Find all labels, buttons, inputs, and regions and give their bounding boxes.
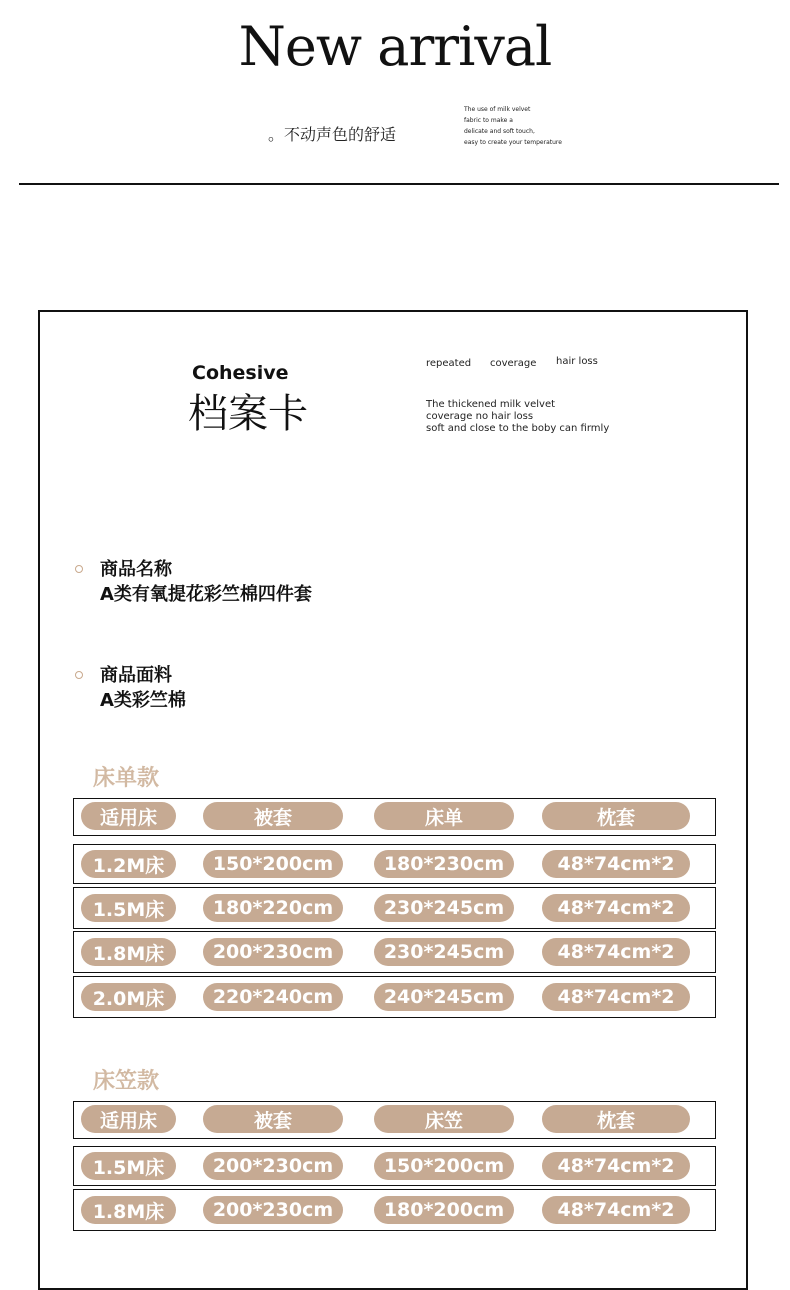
header-description-line: easy to create your temperature	[464, 139, 562, 146]
table-cell: 150*200cm	[374, 1152, 514, 1180]
table-cell: 2.0M床	[81, 983, 176, 1011]
product-name-value: A类有氧提花彩竺棉四件套	[100, 584, 312, 605]
sheet-section-heading: 床单款	[93, 766, 160, 791]
table-cell: 1.8M床	[81, 938, 176, 966]
header-cell: 被套	[203, 802, 343, 830]
table-cell: 200*230cm	[203, 1152, 343, 1180]
table-cell: 48*74cm*2	[542, 850, 690, 878]
fabric-label: 商品面料	[100, 665, 172, 686]
table-row	[73, 1189, 716, 1231]
keyword-hair-loss: hair loss	[556, 356, 598, 367]
header-cell: 床单	[374, 802, 514, 830]
table-cell: 200*230cm	[203, 1196, 343, 1224]
table-cell: 180*230cm	[374, 850, 514, 878]
header-description-line: fabric to make a	[464, 117, 513, 124]
table-row	[73, 976, 716, 1018]
table-cell: 150*200cm	[203, 850, 343, 878]
table-row	[73, 844, 716, 884]
header-description-line: The use of milk velvet	[464, 106, 531, 113]
card-intro-line: coverage no hair loss	[426, 411, 534, 422]
product-name-label: 商品名称	[100, 559, 172, 580]
header-description-line: delicate and soft touch,	[464, 128, 535, 135]
card-intro-line: The thickened milk velvet	[426, 399, 556, 410]
sheet-size-table	[73, 798, 716, 1018]
card-intro-line: soft and close to the boby can firmly	[426, 423, 610, 434]
table-cell: 48*74cm*2	[542, 894, 690, 922]
keyword-repeated: repeated	[426, 358, 472, 369]
bullet-icon	[75, 671, 83, 679]
card-intro	[426, 399, 609, 435]
keyword-coverage: coverage	[490, 358, 537, 369]
fitted-size-table	[73, 1101, 716, 1231]
table-cell: 230*245cm	[374, 938, 514, 966]
table-row	[73, 887, 716, 929]
page-title: New arrival	[238, 15, 552, 78]
table-cell: 240*245cm	[374, 983, 514, 1011]
header-description	[464, 104, 562, 148]
table-cell: 48*74cm*2	[542, 938, 690, 966]
header-divider	[19, 183, 779, 185]
header-cell: 被套	[203, 1105, 343, 1133]
table-header-row	[73, 798, 716, 836]
table-cell: 1.5M床	[81, 1152, 176, 1180]
table-cell: 1.5M床	[81, 894, 176, 922]
header-cell: 适用床	[81, 1105, 176, 1133]
header-cell: 床笠	[374, 1105, 514, 1133]
header-cell: 适用床	[81, 802, 176, 830]
tagline: 。不动声色的舒适	[268, 125, 397, 144]
table-cell: 220*240cm	[203, 983, 343, 1011]
table-row	[73, 1146, 716, 1186]
table-cell: 180*220cm	[203, 894, 343, 922]
header-cell: 枕套	[542, 802, 690, 830]
card-subtitle: Cohesive	[192, 362, 289, 384]
bullet-icon	[75, 565, 83, 573]
table-header-row	[73, 1101, 716, 1139]
table-cell: 48*74cm*2	[542, 1152, 690, 1180]
fabric-value: A类彩竺棉	[100, 690, 186, 711]
header-cell: 枕套	[542, 1105, 690, 1133]
table-cell: 180*200cm	[374, 1196, 514, 1224]
table-cell: 1.8M床	[81, 1196, 176, 1224]
table-cell: 48*74cm*2	[542, 983, 690, 1011]
table-cell: 48*74cm*2	[542, 1196, 690, 1224]
card-title: 档案卡	[188, 391, 308, 437]
fitted-section-heading: 床笠款	[93, 1069, 160, 1094]
table-row	[73, 931, 716, 973]
table-cell: 1.2M床	[81, 850, 176, 878]
table-cell: 230*245cm	[374, 894, 514, 922]
table-cell: 200*230cm	[203, 938, 343, 966]
